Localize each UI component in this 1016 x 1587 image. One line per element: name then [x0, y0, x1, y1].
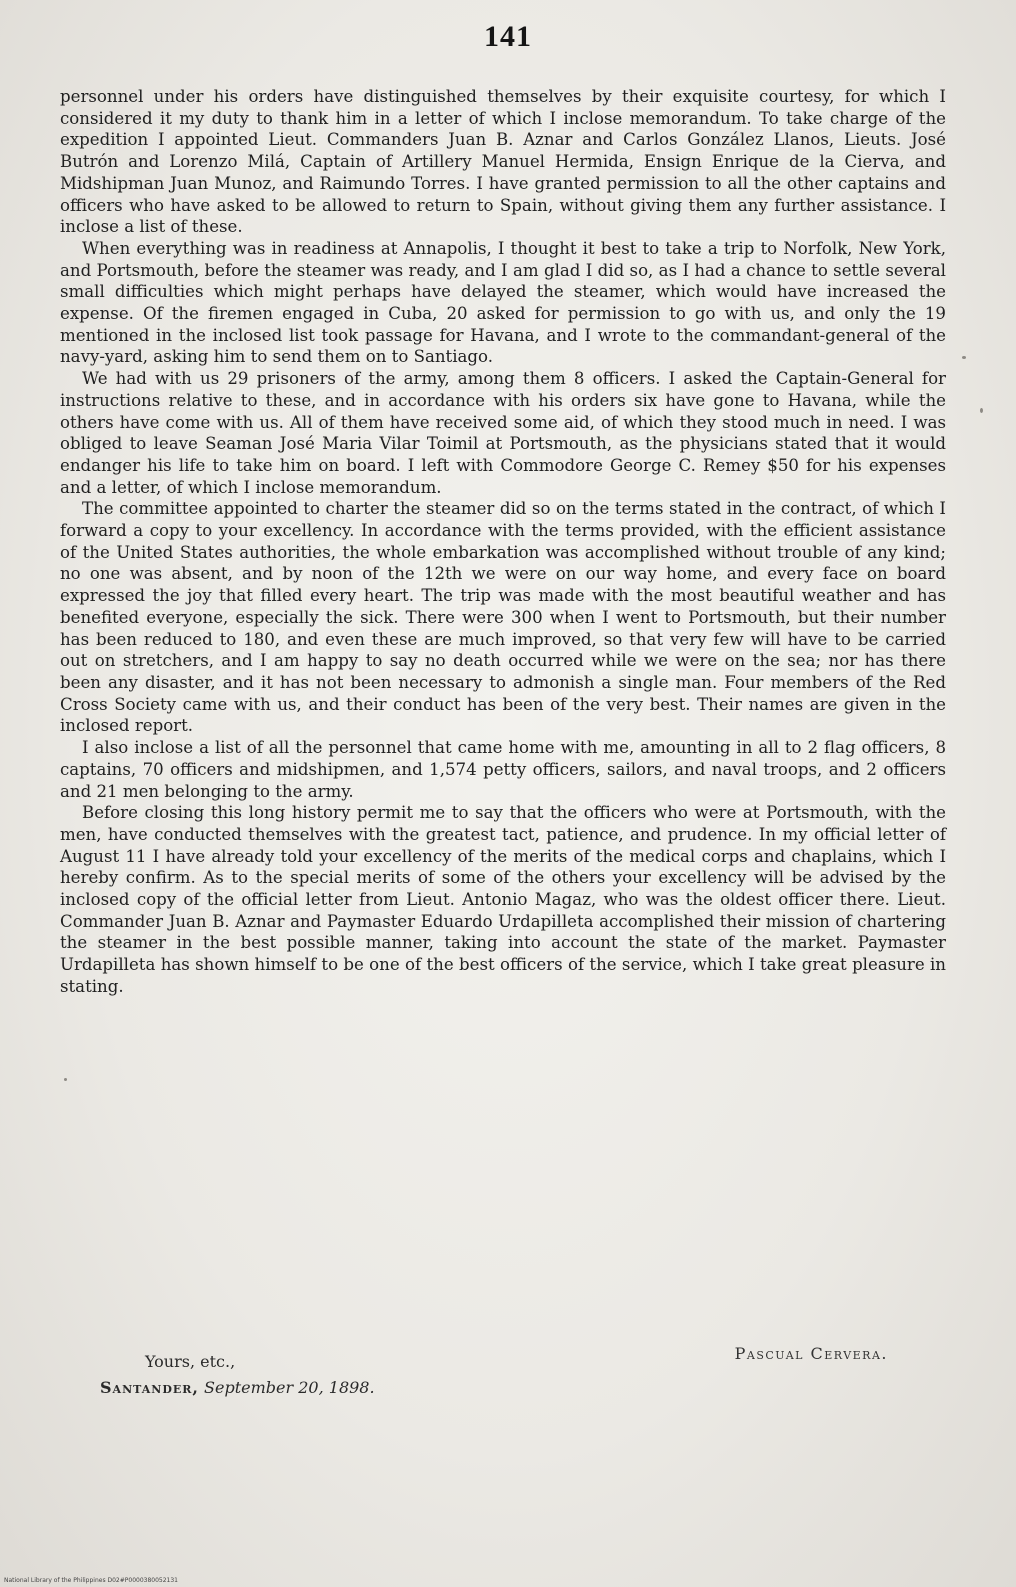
- letter-closing: [60, 1338, 946, 1408]
- scan-credit: National Library of the Philippines D02#P0000380052131: [4, 1577, 178, 1584]
- valediction: Yours, etc.,: [145, 1352, 236, 1371]
- paragraph-2: When everything was in readiness at Annapolis, I thought it best to take a trip to Norfolk, New York, and Portsmouth, before the steamer was ready, and I am glad I did so, as I had a chance to settle several small difficulties which might perhaps have delayed the steamer, which would have increased the expense. Of the firemen engaged in Cuba, 20 asked for permission to go with us, and only the 19 mentioned in the inclosed list took passage for Havana, and I wrote to the commandant-general of the navy-yard, asking him to send them on to Santiago.: [60, 238, 946, 367]
- scan-speck: [64, 1078, 67, 1081]
- page-number: 141: [484, 20, 532, 53]
- signature: Pascual Cervera.: [734, 1344, 888, 1363]
- scan-speck: [962, 356, 966, 359]
- body-text: [60, 86, 946, 998]
- paragraph-4: The committee appointed to charter the steamer did so on the terms stated in the contract, of which I forward a copy to your excellency. In accordance with the terms provided, with the efficient assistance of the United States authorities, the whole embarkation was accomplished without trouble of any kind; no one was absent, and by noon of the 12th we were on our way home, and every face on board expressed the joy that filled every heart. The trip was made with the most beautiful weather and has benefited everyone, especially the sick. There were 300 when I went to Portsmouth, but their number has been reduced to 180, and even these are much improved, so that very few will have to be carried out on stretchers, and I am happy to say no death occurred while we were on the sea; nor has there been any disaster, and it has not been necessary to admonish a single man. Four members of the Red Cross Society came with us, and their conduct has been of the very best. Their names are given in the inclosed report.: [60, 499, 946, 736]
- dateline-date: September 20, 1898.: [204, 1378, 375, 1397]
- scan-speck: [980, 408, 983, 413]
- paragraph-5: I also inclose a list of all the personnel that came home with me, amounting in all to 2 flag officers, 8 captains, 70 officers and midshipmen, and 1,574 petty officers, sailors, and naval troops, and 2 officers and 21 men belonging to the army.: [60, 738, 946, 801]
- paragraph-1: personnel under his orders have distinguished themselves by their exquisite courtesy, for which I considered it my duty to thank him in a letter of which I inclose memorandum. To take charge of the expedition I appointed Lieut. Commanders Juan B. Aznar and Carlos González Llanos, Lieuts. José Butrón and Lorenzo Milá, Captain of Artillery Manuel Hermida, Ensign Enrique de la Cierva, and Midshipman Juan Munoz, and Raimundo Torres. I have granted permission to all the other captains and officers who have asked to be allowed to return to Spain, without giving them any further assistance. I inclose a list of these.: [60, 87, 946, 237]
- paragraph-6: Before closing this long history permit me to say that the officers who were at Portsmouth, with the men, have conducted themselves with the greatest tact, patience, and prudence. In my official letter of August 11 I have already told your excellency of the merits of the medical corps and chaplains, which I hereby confirm. As to the special merits of some of the others your excellency will be advised by the inclosed copy of the official letter from Lieut. Antonio Magaz, who was the oldest officer there. Lieut. Commander Juan B. Aznar and Paymaster Eduardo Urdapilleta accomplished their mission of chartering the steamer in the best possible manner, taking into account the state of the market. Paymaster Urdapilleta has shown himself to be one of the best officers of the service, which I take great pleasure in stating.: [60, 803, 946, 996]
- dateline-place: Santander,: [100, 1378, 199, 1397]
- dateline: [100, 1378, 375, 1397]
- paragraph-3: We had with us 29 prisoners of the army, among them 8 officers. I asked the Captain-General for instructions relative to these, and in accordance with his orders six have gone to Havana, while the others have come with us. All of them have received some aid, of which they stood much in need. I was obliged to leave Seaman José Maria Vilar Toimil at Portsmouth, as the physicians stated that it would endanger his life to take him on board. I left with Commodore George C. Remey $50 for his expenses and a letter, of which I inclose memorandum.: [60, 369, 946, 497]
